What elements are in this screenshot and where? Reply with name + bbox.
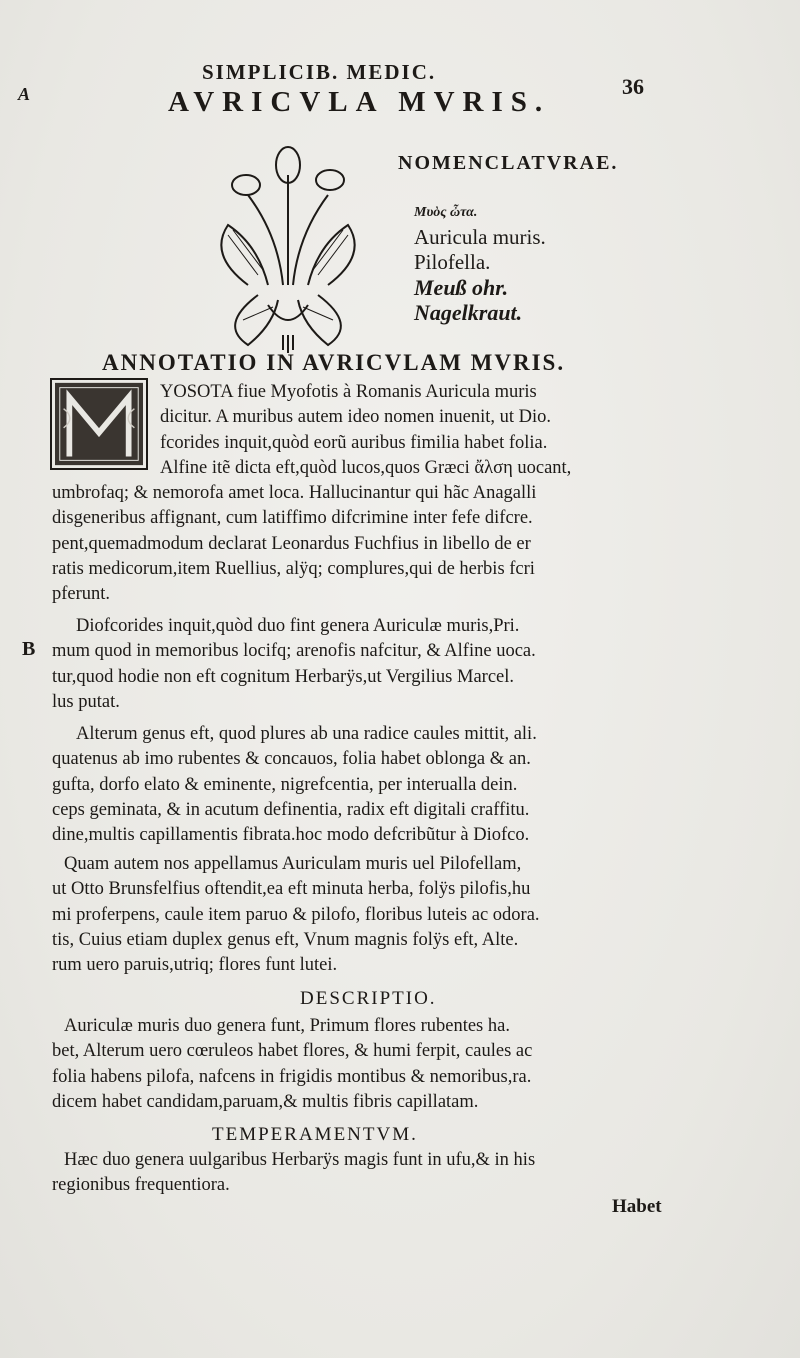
annotation-paragraph-1 — [52, 380, 652, 608]
text-line: mum quod in memoribus locifq; arenofis nafcitur, & Alfine uoca. — [52, 641, 536, 662]
page-title: AVRICVLA MVRIS. — [168, 86, 551, 118]
margin-letter-b: B — [22, 638, 36, 660]
nomenclature-entry-greek: Μυὸς ὦτα. — [414, 205, 478, 220]
text-line: Hæc duo genera uulgaribus Herbarÿs magis funt in ufu,& in his — [64, 1150, 536, 1170]
text-line: ut Otto Brunsfelfius oftendit,ea eft minuta herba, folÿs pilofis,hu — [52, 879, 531, 900]
text-line: ratis medicorum,item Ruellius, alÿq; complures,qui de herbis fcri — [52, 559, 535, 580]
text-line: quatenus ab imo rubentes & concauos, folia habet oblonga & an. — [52, 749, 531, 770]
catchword: Habet — [612, 1196, 662, 1217]
text-line: Quam autem nos appellamus Auriculam muris uel Pilofellam, — [64, 854, 522, 874]
text-line: Diofcorides inquit,quòd duo fint genera Auriculæ muris,Pri. — [76, 616, 520, 636]
margin-letter-a: A — [18, 84, 31, 104]
text-line: dine,multis capillamentis fibrata.hoc modo defcribũtur à Diofco. — [52, 825, 530, 846]
annotation-heading: ANNOTATIO IN AVRICVLAM MVRIS. — [102, 350, 566, 375]
plant-woodcut-illustration — [188, 135, 388, 355]
text-line: tis, Cuius etiam duplex genus eft, Vnum magnis folÿs eft, Alte. — [52, 929, 519, 950]
nomenclature-heading: NOMENCLATVRAE. — [398, 152, 619, 174]
folio-number: 36 — [622, 74, 644, 99]
text-line: folia habens pilofa, nafcens in frigidis montibus & nemoribus,ra. — [52, 1066, 532, 1087]
text-line: mi proferpens, caule item paruo & pilofo, floribus luteis ac odora. — [52, 904, 540, 925]
nomenclature-list — [414, 200, 546, 325]
text-line: fcorides inquit,quòd eorũ auribus fimilia habet folia. — [160, 432, 548, 453]
text-line: YOSOTA fiue Myofotis à Romanis Auricula muris — [160, 382, 537, 402]
text-line: Auriculæ muris duo genera funt, Primum flores rubentes ha. — [64, 1016, 510, 1036]
text-line: pferunt. — [52, 584, 111, 605]
text-line: rum uero paruis,utriq; flores funt lutei. — [52, 955, 338, 976]
text-line: dicitur. A muribus autem ideo nomen inuenit, ut Dio. — [160, 407, 552, 428]
temperament-heading: TEMPERAMENTVM. — [212, 1124, 418, 1145]
running-title: SIMPLICIB. MEDIC. — [202, 60, 437, 84]
text-line: bet, Alterum uero cœruleos habet flores, & humi ferpit, caules ac — [52, 1041, 533, 1062]
nomenclature-entry-german: Nagelkraut. — [414, 300, 523, 325]
description-heading: DESCRIPTIO. — [300, 988, 437, 1009]
text-line: tur,quod hodie non eft cognitum Herbarÿs,ut Vergilius Marcel. — [52, 666, 515, 687]
description-paragraph — [52, 1014, 652, 1115]
text-line: lus putat. — [52, 691, 120, 712]
nomenclature-entry-german: Meuß ohr. — [414, 275, 509, 300]
text-line: umbrofaq; & nemorofa amet loca. Hallucinantur qui hãc Anagalli — [52, 483, 537, 504]
annotation-paragraph-2 — [52, 614, 652, 715]
text-line: gufta, dorfo elato & eminente, nigrefcentia, per interualla dein. — [52, 774, 518, 795]
nomenclature-entry: Pilofella. — [414, 250, 491, 274]
text-line: regionibus frequentiora. — [52, 1175, 230, 1196]
text-line: ceps geminata, & in acutum definentia, radix eft digitali craffitu. — [52, 799, 530, 820]
annotation-paragraph-3 — [52, 722, 652, 848]
text-line: dicem habet candidam,paruam,& multis fibris capillatam. — [52, 1091, 479, 1112]
temperament-paragraph — [52, 1148, 652, 1199]
annotation-paragraph-4 — [52, 852, 652, 978]
text-line: pent,quemadmodum declarat Leonardus Fuchfius in libello de er — [52, 533, 531, 554]
text-line: Alfine itẽ dicta eft,quòd lucos,quos Græci ἄλση uocant, — [160, 457, 572, 478]
text-line: disgeneribus affignant, cum latiffimo difcrimine inter fefe difcre. — [52, 508, 533, 529]
text-line: Alterum genus eft, quod plures ab una radice caules mittit, ali. — [76, 724, 537, 744]
nomenclature-entry: Auricula muris. — [414, 225, 546, 249]
